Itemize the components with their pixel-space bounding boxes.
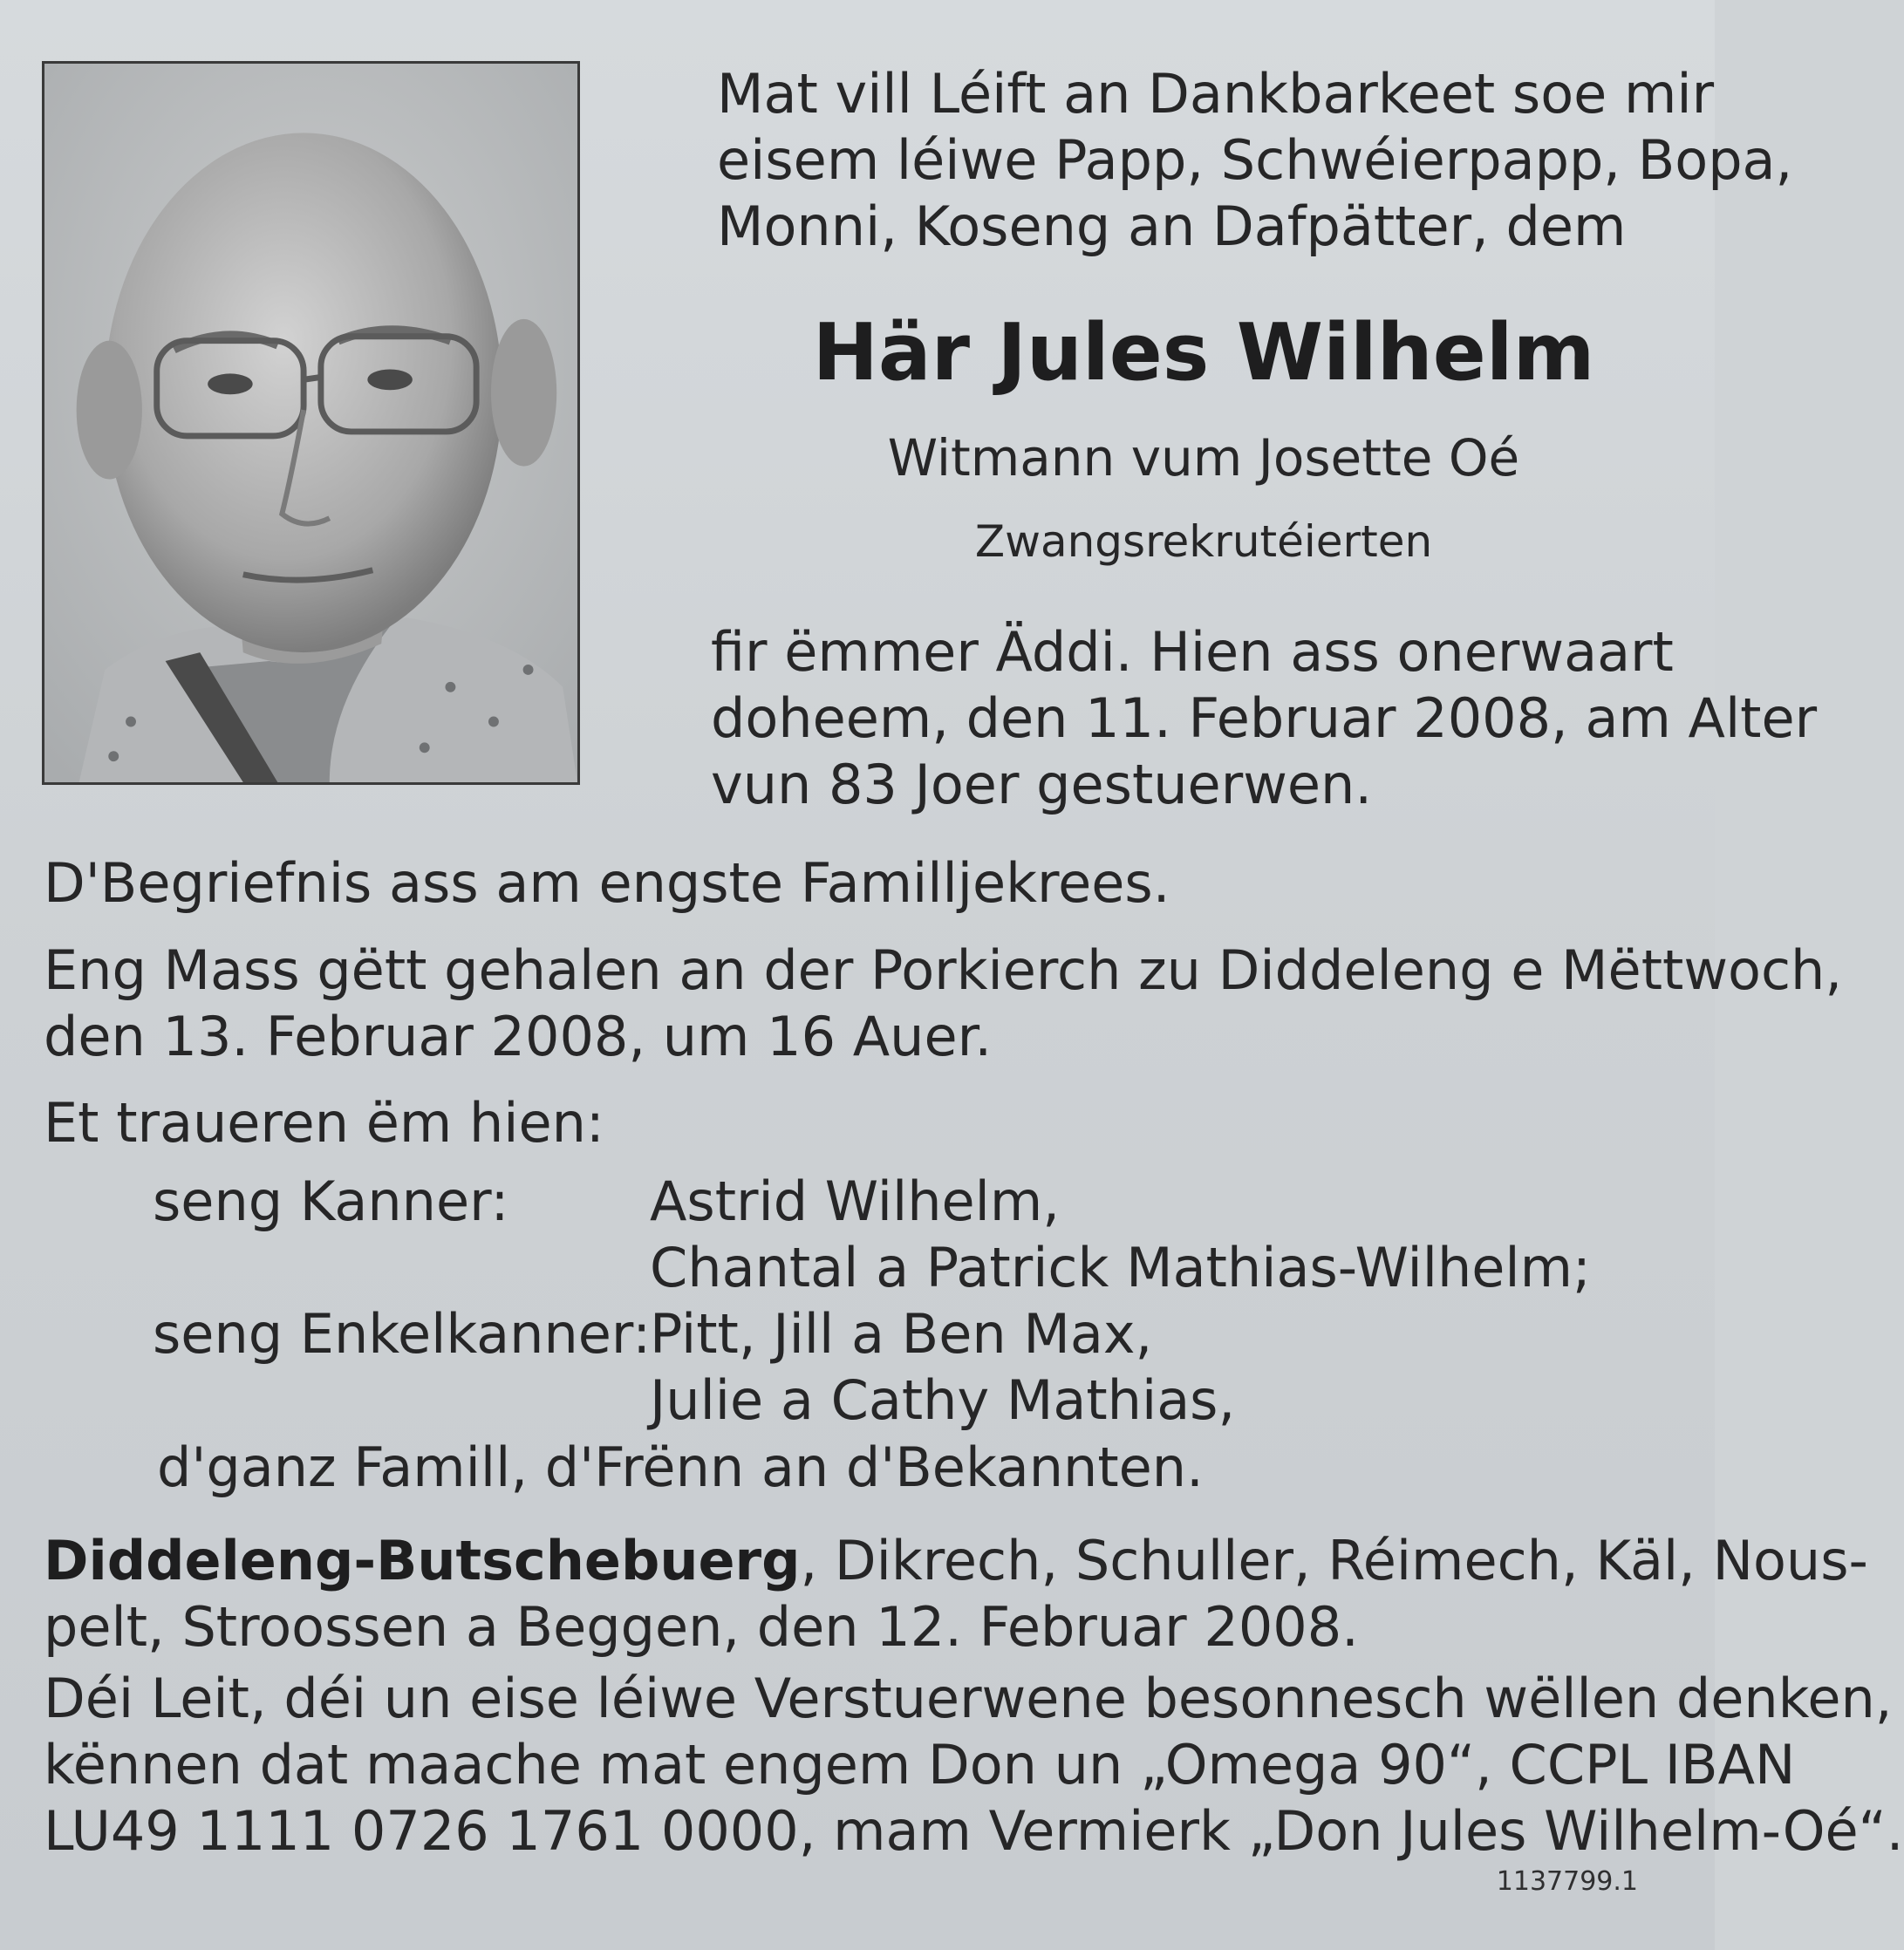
mourners-intro: Et traueren ëm hien: <box>44 1091 604 1155</box>
mass-notice <box>44 938 1843 1070</box>
widower-line: Witmann vum Josette Oé <box>887 428 1520 488</box>
place-line <box>44 1528 1868 1594</box>
relative-name: Pitt, Jill a Ben Max, <box>650 1302 1153 1366</box>
death-line: fir ëmmer Äddi. Hien ass onerwaart <box>711 620 1674 684</box>
mass-line: Eng Mass gëtt gehalen an der Porkierch zu Diddeleng e Mëttwoch, <box>44 938 1843 1002</box>
children-names <box>650 1169 1591 1301</box>
family-friends-line: d'ganz Famill, d'Frënn an d'Bekannten. <box>157 1435 1204 1499</box>
children-label: seng Kanner: <box>153 1169 509 1233</box>
relative-name: Chantal a Patrick Mathias-Wilhelm; <box>650 1236 1591 1299</box>
intro-line: eisem léiwe Papp, Schwéierpapp, Bopa, <box>717 128 1793 192</box>
place-date <box>44 1528 1868 1660</box>
death-line: vun 83 Joer gestuerwen. <box>711 753 1373 816</box>
burial-notice: D'Begriefnis ass am engste Familljekrees. <box>44 851 1170 915</box>
relative-name: Astrid Wilhelm, <box>650 1169 1060 1233</box>
donation-line: Déi Leit, déi un eise léiwe Verstuerwene besonnesch wëllen denken, <box>44 1667 1893 1730</box>
place-line: pelt, Stroossen a Beggen, den 12. Februar 2008. <box>44 1595 1359 1659</box>
mass-line: den 13. Februar 2008, um 16 Auer. <box>44 1005 993 1068</box>
intro-text <box>717 61 1793 260</box>
portrait-image <box>44 64 577 782</box>
relative-name: Julie a Cathy Mathias, <box>650 1368 1236 1432</box>
intro-line: Monni, Koseng an Dafpätter, dem <box>717 194 1627 258</box>
conscript-line: Zwangsrekrutéierten <box>974 516 1433 567</box>
donation-line: LU49 1111 0726 1761 0000, mam Vermierk „Don Jules Wilhelm-Oé“. <box>44 1799 1904 1863</box>
grandchildren-label: seng Enkelkanner: <box>153 1302 652 1366</box>
place-bold: Diddeleng-Butschebuerg <box>44 1529 801 1592</box>
deceased-name: Här Jules Wilhelm <box>812 307 1595 399</box>
death-announcement <box>711 619 1818 818</box>
reference-number: 1137799.1 <box>1496 1866 1638 1897</box>
intro-line: Mat vill Léift an Dankbarkeet soe mir <box>717 62 1715 126</box>
portrait-photo <box>42 61 580 785</box>
donation-line: kënnen dat maache mat engem Don un „Omega 90“, CCPL IBAN <box>44 1733 1796 1797</box>
donation-notice <box>44 1666 1904 1865</box>
grandchildren-names <box>650 1301 1235 1434</box>
place-rest: , Dikrech, Schuller, Réimech, Käl, Nous- <box>800 1529 1868 1592</box>
death-line: doheem, den 11. Februar 2008, am Alter <box>711 686 1818 750</box>
